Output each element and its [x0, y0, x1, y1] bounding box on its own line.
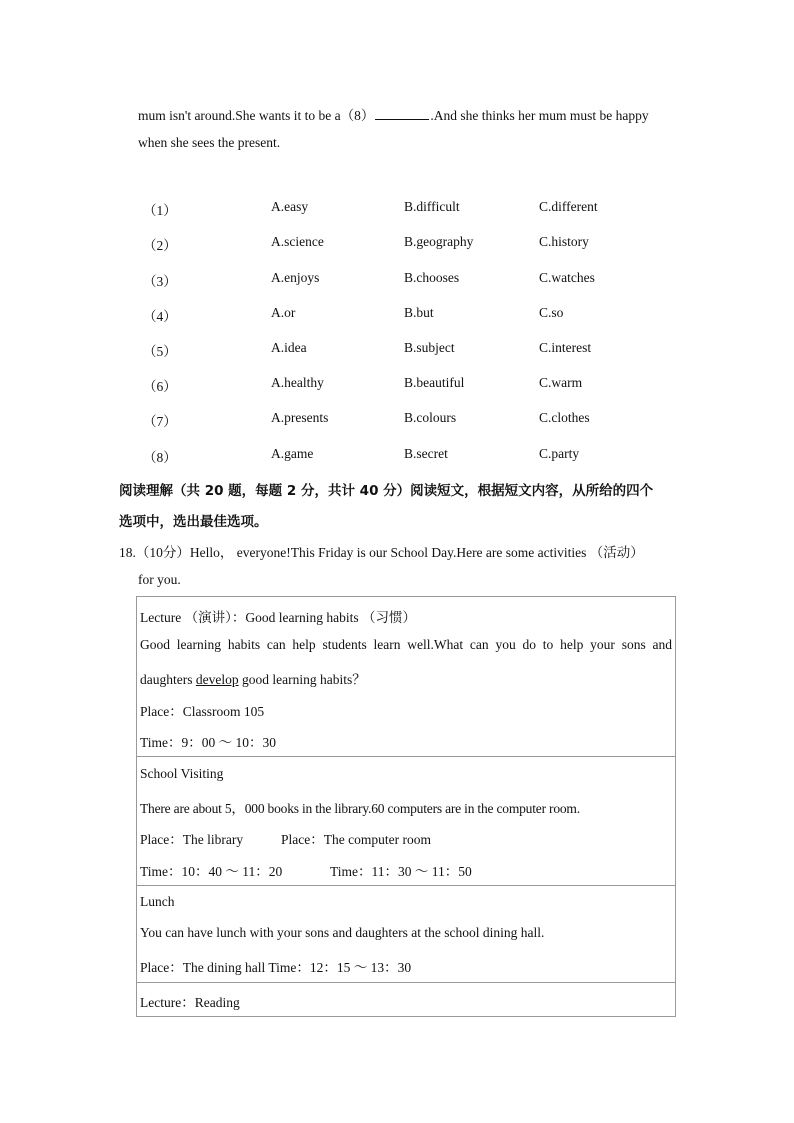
option-a: A.science — [271, 234, 324, 249]
lecture-desc-2-end: good learning habits？ — [238, 672, 366, 687]
option-number: （2） — [143, 238, 177, 253]
option-row-3 — [0, 270, 794, 290]
option-a: A.presents — [271, 410, 329, 425]
lunch-place-time: Place：The dining hall Time：12：15 ～ 13：30 — [140, 960, 412, 975]
activities-table — [136, 596, 676, 1017]
underlined-word-develop: develop — [195, 672, 239, 687]
passage-line-1-end: .And she thinks her mum must be happy — [430, 108, 649, 123]
option-number: （5） — [143, 344, 177, 359]
visiting-time-computer-room: Time：11：30 ～ 11：50 — [330, 864, 472, 879]
option-c: C.warm — [539, 375, 583, 390]
option-number: （7） — [143, 414, 177, 429]
option-row-5 — [0, 340, 794, 360]
option-b: B.but — [404, 305, 434, 320]
question-18-line-2: for you. — [138, 572, 181, 587]
visiting-title: School Visiting — [140, 766, 224, 781]
lecture-cell — [137, 597, 675, 757]
passage-line-1-start: mum isn't around.She wants it to be a（8） — [138, 108, 375, 123]
option-number: （8） — [143, 450, 177, 465]
lunch-cell — [137, 886, 675, 983]
option-row-8 — [0, 446, 794, 466]
option-a: A.easy — [271, 199, 309, 214]
option-a: A.idea — [271, 340, 307, 355]
answer-blank-8 — [375, 107, 429, 120]
visiting-desc: There are about 5，000 books in the library.60 computers are in the computer room. — [140, 801, 580, 816]
option-c: C.different — [539, 199, 598, 214]
reading-cell — [137, 983, 675, 1016]
visiting-place-library: Place：The library — [140, 832, 244, 847]
question-18-line-1: 18.（10分）Hello， everyone!This Friday is our School Day.Here are some activities （活动） — [119, 545, 644, 560]
option-a: A.enjoys — [271, 270, 320, 285]
visiting-place-computer-room: Place：The computer room — [281, 832, 431, 847]
option-row-6 — [0, 375, 794, 395]
lunch-title: Lunch — [140, 894, 175, 909]
option-b: B.secret — [404, 446, 448, 461]
option-b: B.beautiful — [404, 375, 465, 390]
option-number: （1） — [143, 203, 177, 218]
option-row-1 — [0, 199, 794, 219]
option-c: C.so — [539, 305, 564, 320]
option-row-7 — [0, 410, 794, 430]
lecture-time: Time：9：00 ～ 10：30 — [140, 735, 277, 750]
option-a: A.game — [271, 446, 314, 461]
option-number: （4） — [143, 309, 177, 324]
option-b: B.colours — [404, 410, 457, 425]
option-a: A.or — [271, 305, 296, 320]
option-number: （6） — [143, 379, 177, 394]
passage-line-2: when she sees the present. — [138, 135, 281, 150]
section-heading-line-2: 选项中，选出最佳选项。 — [119, 514, 268, 530]
option-c: C.history — [539, 234, 589, 249]
reading-title: Lecture：Reading — [140, 995, 240, 1010]
option-number: （3） — [143, 274, 177, 289]
option-a: A.healthy — [271, 375, 324, 390]
option-b: B.subject — [404, 340, 455, 355]
school-visiting-cell — [137, 757, 675, 886]
section-heading-line-1: 阅读理解（共 20 题，每题 2 分，共计 40 分）阅读短文，根据短文内容，从所给的四个 — [119, 483, 654, 499]
lunch-desc: You can have lunch with your sons and daughters at the school dining hall. — [140, 925, 545, 940]
option-b: B.chooses — [404, 270, 460, 285]
lecture-place: Place：Classroom 105 — [140, 704, 265, 719]
option-b: B.geography — [404, 234, 474, 249]
lecture-title: Lecture （演讲）：Good learning habits （习惯） — [140, 610, 416, 625]
option-c: C.party — [539, 446, 580, 461]
lecture-desc-1: Good learning habits can help students learn well.What can you do to help your sons and — [140, 637, 672, 652]
option-row-2 — [0, 234, 794, 254]
option-row-4 — [0, 305, 794, 325]
option-c: C.interest — [539, 340, 592, 355]
passage-line-1 — [138, 104, 649, 124]
lecture-desc-2 — [140, 668, 366, 688]
option-b: B.difficult — [404, 199, 460, 214]
lecture-desc-2-start: daughters — [140, 672, 196, 687]
visiting-time-library: Time：10：40 ～ 11：20 — [140, 864, 283, 879]
option-c: C.clothes — [539, 410, 590, 425]
option-c: C.watches — [539, 270, 595, 285]
